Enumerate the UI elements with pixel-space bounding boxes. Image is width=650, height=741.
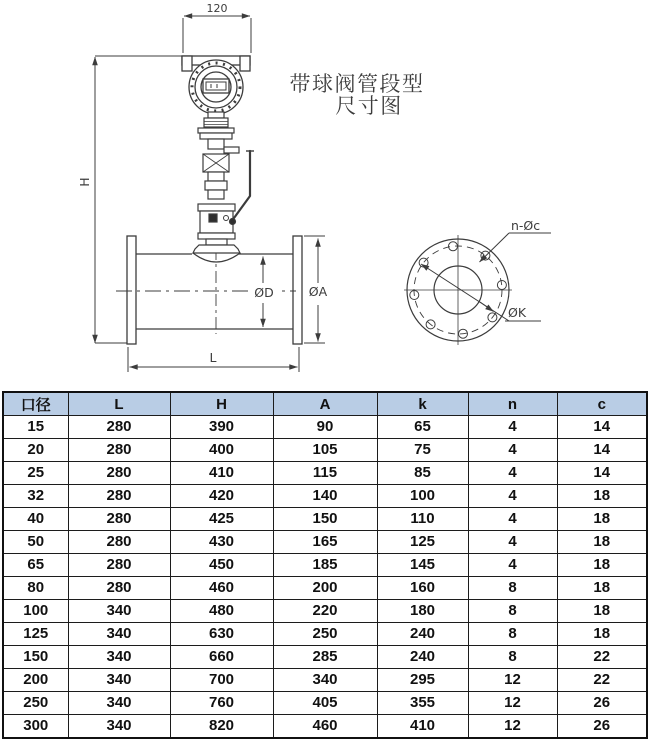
table-cell: 340 — [68, 714, 170, 738]
table-cell: 18 — [557, 507, 647, 530]
dim-OA — [304, 236, 331, 343]
table-header-row — [3, 392, 647, 416]
table-cell: 145 — [377, 553, 468, 576]
table-cell: 14 — [557, 416, 647, 439]
table-cell: 4 — [468, 507, 557, 530]
table-cell: 4 — [468, 416, 557, 439]
dim-n-Oc-label: n-Øc — [511, 218, 541, 233]
table-cell: 26 — [557, 714, 647, 738]
table-cell: 280 — [68, 416, 170, 439]
table-cell: 340 — [68, 599, 170, 622]
title-line-1: 带球阀管段型 — [289, 72, 425, 96]
table-cell: 400 — [170, 438, 273, 461]
table-cell: 250 — [3, 691, 68, 714]
column-header: k — [377, 392, 468, 416]
instrument-head — [182, 56, 250, 114]
table-cell: 8 — [468, 576, 557, 599]
table-body — [3, 416, 647, 739]
table-cell: 340 — [273, 668, 377, 691]
table-cell: 425 — [170, 507, 273, 530]
column-header: A — [273, 392, 377, 416]
table-cell: 14 — [557, 461, 647, 484]
table-row — [3, 416, 647, 439]
dim-L — [128, 347, 299, 372]
table-cell: 12 — [468, 668, 557, 691]
table-cell: 8 — [468, 599, 557, 622]
table-cell: 280 — [68, 461, 170, 484]
table-cell: 4 — [468, 553, 557, 576]
table-cell: 660 — [170, 645, 273, 668]
table-cell: 150 — [3, 645, 68, 668]
table-cell: 390 — [170, 416, 273, 439]
table-cell: 125 — [3, 622, 68, 645]
column-header: n — [468, 392, 557, 416]
table-cell: 12 — [468, 691, 557, 714]
table-cell: 100 — [3, 599, 68, 622]
table-cell: 4 — [468, 484, 557, 507]
table-row — [3, 553, 647, 576]
valve-stem-assembly — [193, 112, 254, 262]
left-flange — [127, 236, 136, 344]
table-row — [3, 668, 647, 691]
table-cell: 80 — [3, 576, 68, 599]
table-cell: 300 — [3, 714, 68, 738]
table-cell: 200 — [273, 576, 377, 599]
table-row — [3, 622, 647, 645]
table-cell: 180 — [377, 599, 468, 622]
table-cell: 340 — [68, 668, 170, 691]
dim-OK — [421, 264, 541, 321]
table-cell: 240 — [377, 622, 468, 645]
table-cell: 295 — [377, 668, 468, 691]
table-cell: 450 — [170, 553, 273, 576]
table-cell: 250 — [273, 622, 377, 645]
table-cell: 760 — [170, 691, 273, 714]
table-cell: 410 — [377, 714, 468, 738]
table-cell: 8 — [468, 645, 557, 668]
table-cell: 280 — [68, 507, 170, 530]
table-cell: 25 — [3, 461, 68, 484]
table-cell: 820 — [170, 714, 273, 738]
table-cell: 105 — [273, 438, 377, 461]
column-header: L — [68, 392, 170, 416]
flange-front-view — [404, 218, 551, 345]
table-cell: 150 — [273, 507, 377, 530]
table-cell: 14 — [557, 438, 647, 461]
table-cell: 75 — [377, 438, 468, 461]
table-cell: 18 — [557, 553, 647, 576]
table-cell: 32 — [3, 484, 68, 507]
dim-H — [77, 56, 182, 343]
table-cell: 20 — [3, 438, 68, 461]
dim-120 — [183, 2, 251, 53]
table-cell: 22 — [557, 668, 647, 691]
table-cell: 50 — [3, 530, 68, 553]
table-row — [3, 645, 647, 668]
table-row — [3, 461, 647, 484]
valve-bottom-plate — [198, 233, 235, 239]
table-row — [3, 438, 647, 461]
table-cell: 65 — [377, 416, 468, 439]
column-header: H — [170, 392, 273, 416]
table-cell: 220 — [273, 599, 377, 622]
table-row — [3, 714, 647, 738]
table-cell: 280 — [68, 553, 170, 576]
table-cell: 700 — [170, 668, 273, 691]
table-cell: 18 — [557, 599, 647, 622]
table-cell: 65 — [3, 553, 68, 576]
dim-OD-label: ØD — [254, 285, 274, 300]
table-row — [3, 599, 647, 622]
table-cell: 15 — [3, 416, 68, 439]
stem-flange — [198, 128, 234, 133]
table-cell: 4 — [468, 438, 557, 461]
table-row — [3, 507, 647, 530]
table-cell: 460 — [170, 576, 273, 599]
column-header: c — [557, 392, 647, 416]
table-cell: 140 — [273, 484, 377, 507]
table-cell: 18 — [557, 576, 647, 599]
table-row — [3, 691, 647, 714]
table-cell: 185 — [273, 553, 377, 576]
table-cell: 200 — [3, 668, 68, 691]
table-cell: 420 — [170, 484, 273, 507]
table-cell: 90 — [273, 416, 377, 439]
dim-120-label: 120 — [206, 2, 228, 15]
weld-saddle — [193, 245, 240, 253]
drawing-title — [290, 72, 425, 118]
table-cell: 18 — [557, 484, 647, 507]
table-cell: 280 — [68, 438, 170, 461]
table-cell: 355 — [377, 691, 468, 714]
table-cell: 430 — [170, 530, 273, 553]
table-cell: 85 — [377, 461, 468, 484]
table-row — [3, 484, 647, 507]
table-cell: 110 — [377, 507, 468, 530]
dim-H-label: H — [77, 177, 92, 187]
dim-OD — [250, 257, 277, 328]
title-line-2: 尺寸图 — [335, 94, 403, 118]
table-cell: 340 — [68, 691, 170, 714]
dim-L-label: L — [209, 350, 217, 365]
table-cell: 100 — [377, 484, 468, 507]
table-cell: 405 — [273, 691, 377, 714]
table-cell: 240 — [377, 645, 468, 668]
table-cell: 480 — [170, 599, 273, 622]
table-cell: 26 — [557, 691, 647, 714]
table-row — [3, 576, 647, 599]
table-cell: 4 — [468, 530, 557, 553]
table-cell: 40 — [3, 507, 68, 530]
table-cell: 630 — [170, 622, 273, 645]
table-cell: 285 — [273, 645, 377, 668]
column-header: 口径 — [3, 392, 68, 416]
table-cell: 125 — [377, 530, 468, 553]
handle-pivot — [230, 219, 236, 225]
dim-OK-label: ØK — [508, 305, 527, 320]
table-cell: 410 — [170, 461, 273, 484]
table-cell: 340 — [68, 645, 170, 668]
valve-handle — [234, 151, 250, 218]
dimension-table — [2, 391, 648, 739]
side-pin — [224, 147, 239, 153]
table-cell: 18 — [557, 622, 647, 645]
table-cell: 340 — [68, 622, 170, 645]
table-cell: 22 — [557, 645, 647, 668]
table-cell: 12 — [468, 714, 557, 738]
table-cell: 4 — [468, 461, 557, 484]
table-cell: 280 — [68, 576, 170, 599]
dim-OA-label: ØA — [308, 284, 328, 299]
saddle-skirt — [193, 253, 240, 262]
valve-top-plate — [198, 204, 235, 211]
table-cell: 8 — [468, 622, 557, 645]
table-row — [3, 530, 647, 553]
table-cell: 115 — [273, 461, 377, 484]
right-flange — [293, 236, 302, 344]
table-cell: 18 — [557, 530, 647, 553]
table-cell: 280 — [68, 530, 170, 553]
table-cell: 165 — [273, 530, 377, 553]
table-cell: 460 — [273, 714, 377, 738]
table-cell: 160 — [377, 576, 468, 599]
table-cell: 280 — [68, 484, 170, 507]
